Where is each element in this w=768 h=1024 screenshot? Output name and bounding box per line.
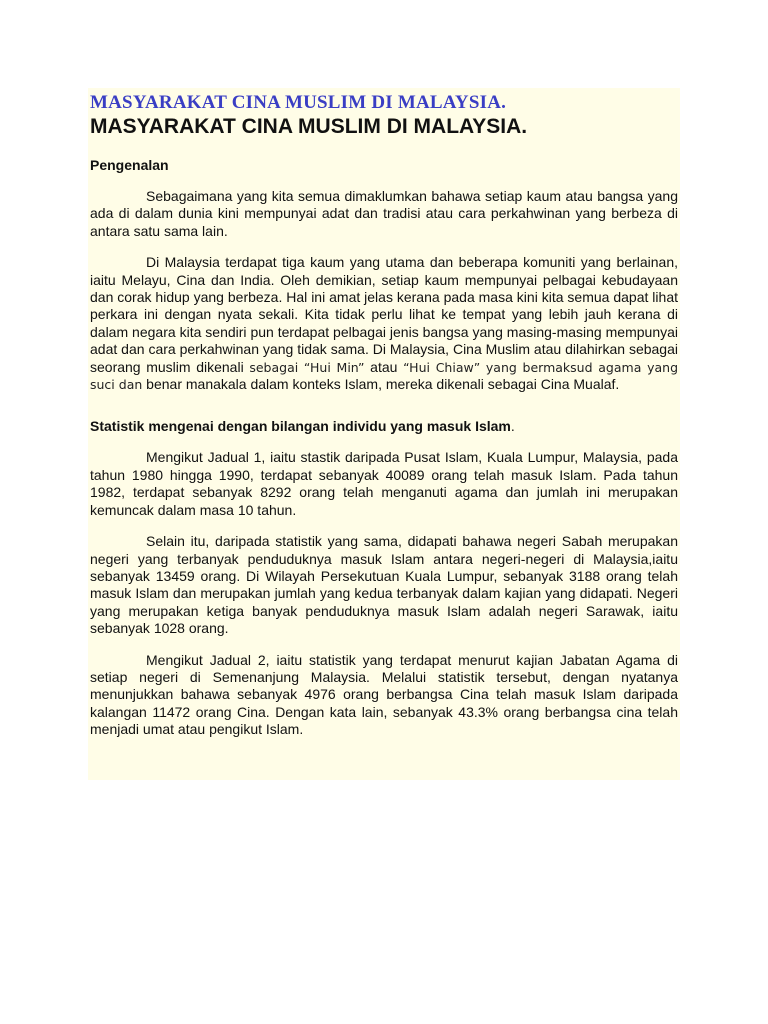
paragraph-4: Selain itu, daripada statistik yang sama, didapati bahawa negeri Sabah merupakan negeri yang terbanyak penduduknya masuk Islam antara negeri-negeri di Malaysia,iaitu sebanyak 13459 orang. Di Wilayah Persekutuan Kuala Lumpur, sebanyak 3188 orang telah masuk Islam dan merupakan jumlah yang kedua terbanyak dalam kajian yang didapati. Negeri yang merupakan ketiga banyak penduduknya masuk Islam adalah negeri Sarawak, iaitu sebanyak 1028 orang. [90, 533, 678, 637]
paragraph-5: Mengikut Jadual 2, iaitu statistik yang terdapat menurut kajian Jabatan Agama di setiap negeri di Semenanjung Malaysia. Melalui statistik tersebut, dengan nyatanya menunjukkan bahawa sebanyak 4976 orang berbangsa Cina telah masuk Islam daripada kalangan 11472 orang Cina. Dengan kata lain, sebanyak 43.3% orang berbangsa cina telah menjadi umat atau pengikut Islam. [90, 651, 678, 738]
paragraph-2-text-a: Di Malaysia terdapat tiga kaum yang utama dan beberapa komuniti yang berlainan, iaitu Melayu, Cina dan India. Oleh demikian, setiap kaum mempunyai pelbagai kebudayaan dan corak hidup yang berbeza. Hal ini amat jelas kerana pada masa kini kita semua dapat lihat perkara ini dengan nyata sekali. Kita tidak perlu lihat ke tempat yang lebih jauh kerana di dalam negara kita sendiri pun terdapat pelbagai jenis bangsa yang masing-masing mempunyai adat dan cara perkahwinan yang tidak sama. Di Malaysia, Cina Muslim atau dilahirkan sebagai seorang muslim dikenali [90, 254, 678, 375]
document-page [88, 88, 680, 780]
paragraph-2-hui-chiaw: “Hui Chiaw” yang bermaksud agama yang suci dan [90, 359, 678, 393]
paragraph-1: Sebagaimana yang kita semua dimaklumkan bahawa setiap kaum atau bangsa yang ada di dalam dunia kini mempunyai adat dan tradisi atau cara perkahwinan yang berbeza di antara satu sama lain. [90, 188, 678, 239]
document-title-styled: MASYARAKAT CINA MUSLIM DI MALAYSIA. [90, 92, 507, 113]
paragraph-2-text-mid: atau [364, 358, 404, 375]
paragraph-3: Mengikut Jadual 1, iaitu stastik daripada Pusat Islam, Kuala Lumpur, Malaysia, pada tahun 1980 hingga 1990, terdapat sebanyak 40089 orang telah masuk Islam. Pada tahun 1982, terdapat sebanyak 8292 orang telah menganuti agama dan jumlah ini merupakan kemuncak dalam masa 10 tahun. [90, 449, 678, 518]
paragraph-2 [90, 254, 678, 393]
document-title: MASYARAKAT CINA MUSLIM DI MALAYSIA. [90, 115, 528, 138]
paragraph-2-hui-min: sebagai “Hui Min” [249, 359, 365, 375]
section-heading-statistik [90, 417, 678, 435]
section-heading-pengenalan: Pengenalan [90, 157, 169, 173]
paragraph-2-text-b: benar manakala dalam konteks Islam, mereka dikenali sebagai Cina Mualaf. [142, 376, 620, 393]
section-heading-statistik-text: Statistik mengenai dengan bilangan individu yang masuk Islam [90, 418, 511, 435]
section-heading-period: . [510, 418, 515, 435]
